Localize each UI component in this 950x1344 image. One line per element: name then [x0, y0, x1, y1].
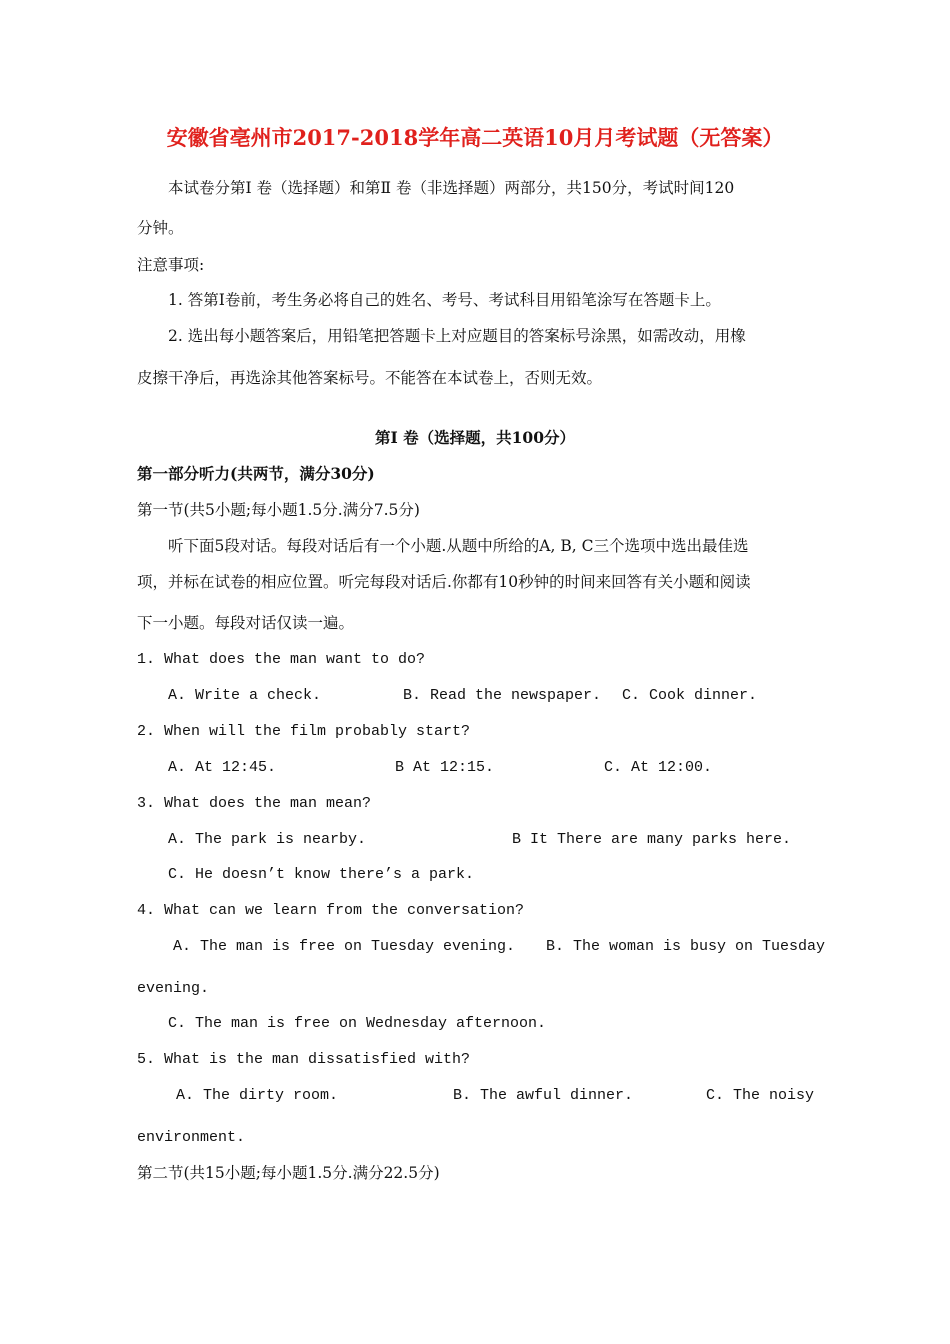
notice-item-2-line-2: 皮擦干净后，再选涂其他答案标号。不能答在本试卷上，否则无效。 — [137, 369, 603, 387]
notice-item-2-line-1: 2. 选出每小题答案后，用铅笔把答题卡上对应题目的答案标号涂黑，如需改动，用橡 — [168, 327, 746, 345]
directions-line-3: 下一小题。每段对话仅读一遍。 — [137, 614, 355, 632]
question-2-option-c: C. At 12:00. — [604, 759, 713, 776]
volume-heading: 第Ⅰ 卷（选择题，共100分） — [374, 428, 575, 447]
page-title: 安徽省亳州市2017-2018学年高二英语10月月考试题（无答案） — [166, 125, 784, 150]
question-2-option-a: A. At 12:45. — [168, 759, 277, 776]
question-5-option-c: C. The noisy — [706, 1087, 815, 1104]
question-3-option-b: B It There are many parks here. — [512, 831, 792, 848]
question-2-stem: 2. When will the film probably start? — [137, 723, 471, 740]
question-4-option-c: C. The man is free on Wednesday afternoon. — [168, 1015, 547, 1032]
question-3-option-a: A. The park is nearby. — [168, 831, 367, 848]
intro-line-1: 本试卷分第Ⅰ 卷（选择题）和第Ⅱ 卷（非选择题）两部分，共150分，考试时间120 — [168, 179, 735, 197]
question-2-option-b: B At 12:15. — [395, 759, 495, 776]
question-1-option-a: A. Write a check. — [168, 687, 322, 704]
notice-heading: 注意事项: — [137, 256, 205, 274]
notice-item-1: 1. 答第Ⅰ卷前，考生务必将自己的姓名、考号、考试科目用铅笔涂写在答题卡上。 — [168, 291, 721, 309]
question-5-option-b: B. The awful dinner. — [453, 1087, 634, 1104]
question-4-option-b-continued: evening. — [137, 980, 210, 997]
question-3-stem: 3. What does the man mean? — [137, 795, 372, 812]
directions-line-2: 项，并标在试卷的相应位置。听完每段对话后.你都有10秒钟的时间来回答有关小题和阅读 — [137, 573, 751, 591]
question-3-option-c: C. He doesn’t know there’s a park. — [168, 866, 475, 883]
question-1-option-c: C. Cook dinner. — [622, 687, 758, 704]
question-4-option-b: B. The woman is busy on Tuesday — [546, 938, 826, 955]
part1-heading: 第一部分听力(共两节，满分30分) — [137, 464, 375, 483]
intro-line-2: 分钟。 — [137, 219, 184, 237]
section1-heading: 第一节(共5小题;每小题1.5分.满分7.5分) — [137, 501, 420, 519]
question-5-option-c-continued: environment. — [137, 1129, 246, 1146]
question-4-stem: 4. What can we learn from the conversation? — [137, 902, 525, 919]
question-1-option-b: B. Read the newspaper. — [403, 687, 602, 704]
question-5-stem: 5. What is the man dissatisfied with? — [137, 1051, 471, 1068]
directions-line-1: 听下面5段对话。每段对话后有一个小题.从题中所给的A, B, C三个选项中选出最佳选 — [168, 537, 749, 555]
section2-heading: 第二节(共15小题;每小题1.5分.满分22.5分) — [137, 1164, 440, 1182]
question-4-option-a: A. The man is free on Tuesday evening. — [173, 938, 516, 955]
question-5-option-a: A. The dirty room. — [176, 1087, 339, 1104]
question-1-stem: 1. What does the man want to do? — [137, 651, 426, 668]
